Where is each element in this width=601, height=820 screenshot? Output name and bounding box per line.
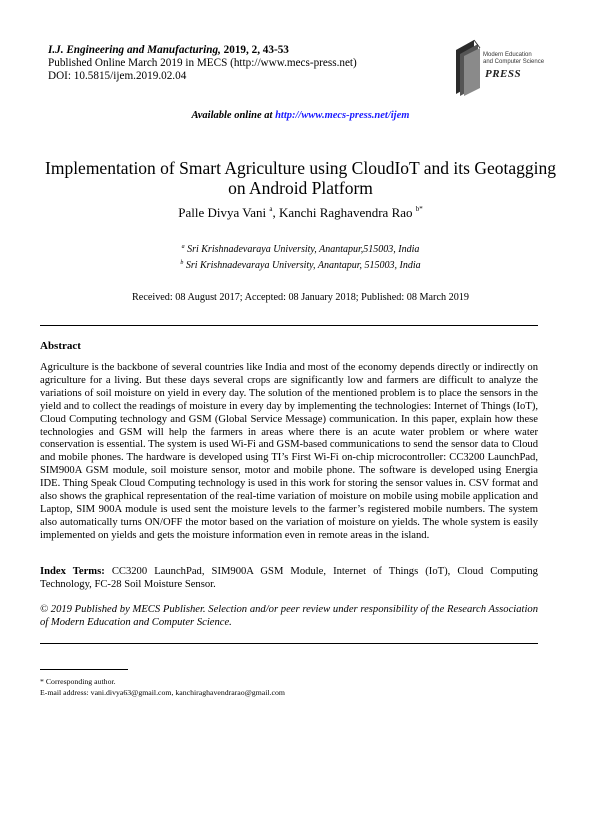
mecs-press-logo-icon (452, 36, 562, 98)
logo-press: PRESS (485, 68, 522, 80)
publication-dates: Received: 08 August 2017; Accepted: 08 January 2018; Published: 08 March 2019 (132, 292, 469, 303)
affiliation-mark: a (181, 244, 185, 250)
available-online (0, 110, 601, 121)
divider (40, 325, 538, 326)
logo-line1: Modern Education (483, 52, 532, 58)
abstract-heading: Abstract (40, 340, 81, 352)
corresponding-author-note: * Corresponding author. (40, 677, 116, 686)
affiliations (0, 241, 601, 272)
author-name: Kanchi Raghavendra Rao (278, 205, 413, 220)
abstract-body: Agriculture is the backbone of several countries like India and most of the economy depends directly or indirectly on agriculture for a living. But these days several crops are significantly low and farmers are difficult to analyze the variations of soil moisture on yield in every day. The solution of the mentioned problem is to place the sensors in the yield and to collect the readings of moisture in every day by implementing the technologies: Internet of Things (IoT), Cloud Computing technology and GSM (Global Service Message) communication. In this paper, explain how these technologies and GSM will help the farmers in areas where there is an acute water problem or where water conservation is essential. The system is used Wi-Fi and GSM-based communications to send the sensor data to Cloud and mobile phones. The hardware is developed using TI’s First Wi-Fi on-chip microcontroller: CC3200 LaunchPad, SIM900A GSM module, soil moisture sensor, motor and mobile phone. The software is developed using Energia IDE. Thing Speak Cloud Computing technology is used in this work for storing the sensor values in. CSV format and also shows the graphical representation of the real-time variation of moisture on mobile using mobile application and Laptop, SIM 900A module is used sent the moisture levels to the farmer’s registered mobile numbers. The system also automatically turns ON/OFF the motor based on the variation of moisture on yields. The whole system is easily implemented on yields and gets the moisture information even in remote areas in the island. (40, 362, 538, 541)
author-name: Palle Divya Vani (178, 205, 267, 220)
affiliation-mark: b (180, 259, 184, 266)
logo-line2: and Computer Science (483, 58, 545, 65)
affiliation-b (0, 257, 601, 273)
author-affiliation-mark: b* (415, 205, 423, 213)
journal-url-link[interactable]: http://www.mecs-press.net/ijem (275, 110, 410, 121)
index-terms-text: CC3200 LaunchPad, SIM900A GSM Module, Internet of Things (IoT), Cloud Computing Technology, FC-28 Soil Moisture Sensor. (40, 566, 538, 590)
journal-title: I.J. Engineering and Manufacturing, (48, 44, 221, 56)
copyright-notice: © 2019 Published by MECS Publisher. Selection and/or peer review under responsibility of the Research Association of Modern Education and Computer Science. (40, 604, 538, 628)
affiliation-a (0, 241, 601, 257)
available-prefix: Available online at (191, 110, 273, 121)
author-affiliation-mark: a (269, 205, 273, 213)
published-line: Published Online March 2019 in MECS (http://www.mecs-press.net) (48, 57, 357, 69)
journal-volume: 2019, 2, 43-53 (223, 44, 289, 56)
index-terms (40, 566, 538, 592)
divider (40, 643, 538, 644)
author-separator: , (272, 205, 279, 220)
journal-header (48, 44, 357, 83)
paper-title: Implementation of Smart Agriculture using CloudIoT and its Geotagging on Android Platform (45, 158, 556, 198)
index-terms-label: Index Terms: (40, 566, 105, 577)
affiliation-text: Sri Krishnadevaraya University, Anantapur, 515003, India (185, 259, 421, 271)
email-addresses: E-mail address: vani.divya63@gmail.com, kanchiraghavendrarao@gmail.com (40, 688, 285, 697)
author-list (0, 205, 601, 221)
doi-line: DOI: 10.5815/ijem.2019.02.04 (48, 70, 187, 82)
footnote (40, 676, 540, 698)
affiliation-text: Sri Krishnadevaraya University, Anantapur,515003, India (187, 244, 420, 255)
footnote-divider (40, 669, 128, 670)
logo-text (483, 52, 563, 65)
journal-citation (48, 44, 357, 57)
